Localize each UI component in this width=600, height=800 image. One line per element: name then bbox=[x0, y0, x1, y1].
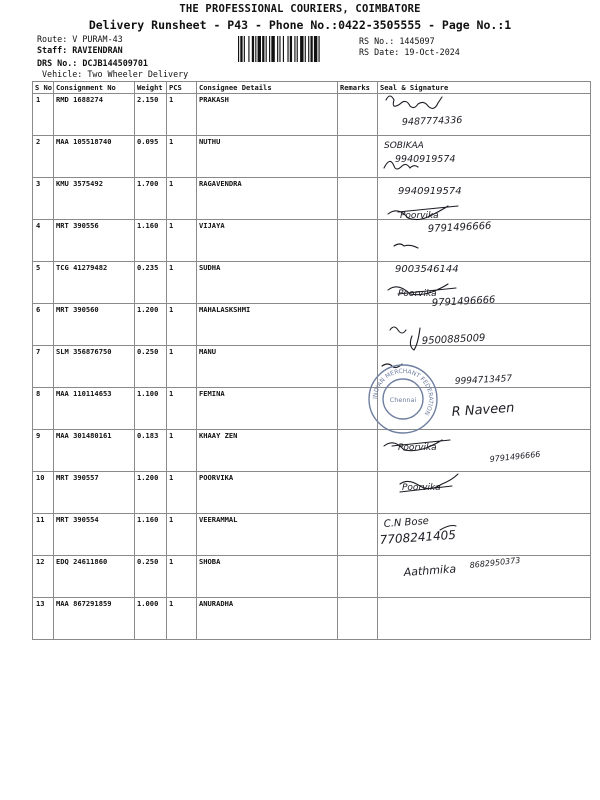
row-consignee: POORVIKA bbox=[197, 472, 338, 514]
row-weight: 1.100 bbox=[135, 388, 167, 430]
rs-date: RS Date: 19-Oct-2024 bbox=[359, 47, 460, 57]
route-label: Route: V PURAM-43 bbox=[37, 34, 123, 44]
row-consignee: RAGAVENDRA bbox=[197, 178, 338, 220]
row-consignee: MANU bbox=[197, 346, 338, 388]
signature-phone-2: 9940919574 bbox=[395, 154, 456, 165]
drs-number: DRS No.: DCJB144509701 bbox=[37, 58, 148, 68]
row-consignee: SHOBA bbox=[197, 556, 338, 598]
col-header-remarks: Remarks bbox=[338, 82, 378, 94]
row-consignment: MRT 390556 bbox=[54, 220, 135, 262]
runsheet-title: Delivery Runsheet - P43 - Phone No.:0422-3505555 - Page No.:1 bbox=[88, 18, 512, 32]
row-consignment: RMD 1688274 bbox=[54, 94, 135, 136]
stamp-ring-text: INDIAN MERCHANT FEDERATION bbox=[371, 367, 435, 417]
signature-name-2: SOBIKAA bbox=[384, 141, 424, 151]
row-sno: 7 bbox=[33, 346, 54, 388]
signature-phone-1: 9487774336 bbox=[401, 114, 463, 128]
signature-name-6: Poorvika bbox=[398, 289, 437, 299]
row-consignee: PRAKASH bbox=[197, 94, 338, 136]
row-consignment: EDQ 24611860 bbox=[54, 556, 135, 598]
row-pcs: 1 bbox=[167, 430, 197, 472]
row-pcs: 1 bbox=[167, 178, 197, 220]
row-pcs: 1 bbox=[167, 388, 197, 430]
row-sno: 8 bbox=[33, 388, 54, 430]
row-pcs: 1 bbox=[167, 556, 197, 598]
row-consignment: MAA 105518740 bbox=[54, 136, 135, 178]
row-sno: 13 bbox=[33, 598, 54, 640]
row-pcs: 1 bbox=[167, 472, 197, 514]
row-consignment: MAA 301480161 bbox=[54, 430, 135, 472]
row-weight: 1.700 bbox=[135, 178, 167, 220]
col-header-consignment: Consignment No bbox=[54, 82, 135, 94]
row-sno: 2 bbox=[33, 136, 54, 178]
row-weight: 0.250 bbox=[135, 556, 167, 598]
signature-phone-4: 9791496666 bbox=[427, 220, 492, 235]
row-sno: 9 bbox=[33, 430, 54, 472]
col-header-weight: Weight bbox=[135, 82, 167, 94]
row-pcs: 1 bbox=[167, 598, 197, 640]
row-weight: 0.235 bbox=[135, 262, 167, 304]
row-pcs: 1 bbox=[167, 262, 197, 304]
row-sno: 6 bbox=[33, 304, 54, 346]
row-consignee: VEERAMMAL bbox=[197, 514, 338, 556]
signature-phone-8: 9994713457 bbox=[454, 374, 513, 387]
signature-phone-5: 9003546144 bbox=[395, 264, 459, 275]
company-name: THE PROFESSIONAL COURIERS, COIMBATORE bbox=[179, 3, 421, 15]
signature-scribble bbox=[390, 327, 420, 350]
signature-name-10: Poorvika bbox=[398, 443, 437, 453]
row-consignee: KHAAY ZEN bbox=[197, 430, 338, 472]
rubber-stamp bbox=[366, 362, 440, 436]
row-consignment: MRT 390560 bbox=[54, 304, 135, 346]
row-weight: 0.095 bbox=[135, 136, 167, 178]
row-consignment: MRT 390554 bbox=[54, 514, 135, 556]
row-weight: 1.160 bbox=[135, 220, 167, 262]
signature-name-12: C.N Bose bbox=[383, 515, 430, 530]
rs-number: RS No.: 1445097 bbox=[359, 36, 435, 46]
row-pcs: 1 bbox=[167, 514, 197, 556]
signature-phone-6: 9791496666 bbox=[431, 294, 496, 309]
row-sno: 5 bbox=[33, 262, 54, 304]
signature-phone-7: 9500885009 bbox=[421, 332, 486, 347]
row-sno: 1 bbox=[33, 94, 54, 136]
row-consignment: SLM 356876750 bbox=[54, 346, 135, 388]
signature-scribble bbox=[394, 244, 418, 248]
signature-phone-13: 8682950373 bbox=[469, 555, 521, 570]
row-consignment: TCG 41279482 bbox=[54, 262, 135, 304]
vehicle-label: Vehicle: Two Wheeler Delivery bbox=[42, 69, 189, 79]
row-sno: 11 bbox=[33, 514, 54, 556]
col-header-signature: Seal & Signature bbox=[378, 82, 591, 94]
signature-name-4: Poorvika bbox=[400, 211, 439, 221]
row-pcs: 1 bbox=[167, 304, 197, 346]
row-consignee: MAHALASKSHMI bbox=[197, 304, 338, 346]
staff-label: Staff: RAVIENDRAN bbox=[37, 45, 123, 55]
row-pcs: 1 bbox=[167, 220, 197, 262]
row-sno: 3 bbox=[33, 178, 54, 220]
signature-name-9: R Naveen bbox=[451, 400, 515, 420]
row-weight: 1.160 bbox=[135, 514, 167, 556]
signature-name-13: Aathmika bbox=[403, 562, 457, 579]
signature-phone-12: 7708241405 bbox=[379, 527, 457, 547]
row-sno: 12 bbox=[33, 556, 54, 598]
col-header-consignee: Consignee Details bbox=[197, 82, 338, 94]
row-consignment: MRT 390557 bbox=[54, 472, 135, 514]
row-sno: 4 bbox=[33, 220, 54, 262]
signature-name-11: Poorvika bbox=[402, 483, 441, 493]
row-consignee: NUTHU bbox=[197, 136, 338, 178]
row-weight: 2.150 bbox=[135, 94, 167, 136]
signature-phone-10: 9791496666 bbox=[489, 449, 541, 464]
col-header-pcs: PCS bbox=[167, 82, 197, 94]
row-pcs: 1 bbox=[167, 94, 197, 136]
row-pcs: 1 bbox=[167, 346, 197, 388]
row-pcs: 1 bbox=[167, 136, 197, 178]
row-weight: 1.200 bbox=[135, 472, 167, 514]
row-consignee: SUDHA bbox=[197, 262, 338, 304]
row-sno: 10 bbox=[33, 472, 54, 514]
row-weight: 0.183 bbox=[135, 430, 167, 472]
row-weight: 0.250 bbox=[135, 346, 167, 388]
row-weight: 1.000 bbox=[135, 598, 167, 640]
signature-phone-3: 9940919574 bbox=[398, 186, 462, 197]
row-consignment: MAA 110114653 bbox=[54, 388, 135, 430]
row-consignee: VIJAYA bbox=[197, 220, 338, 262]
row-consignee: ANURADHA bbox=[197, 598, 338, 640]
row-consignment: MAA 867291859 bbox=[54, 598, 135, 640]
col-header-sno: S No bbox=[33, 82, 54, 94]
stamp-center-text: Chennai bbox=[389, 396, 417, 404]
row-weight: 1.200 bbox=[135, 304, 167, 346]
row-consignee: FEMINA bbox=[197, 388, 338, 430]
signature-scribble bbox=[386, 96, 442, 108]
row-consignment: KMU 3575492 bbox=[54, 178, 135, 220]
